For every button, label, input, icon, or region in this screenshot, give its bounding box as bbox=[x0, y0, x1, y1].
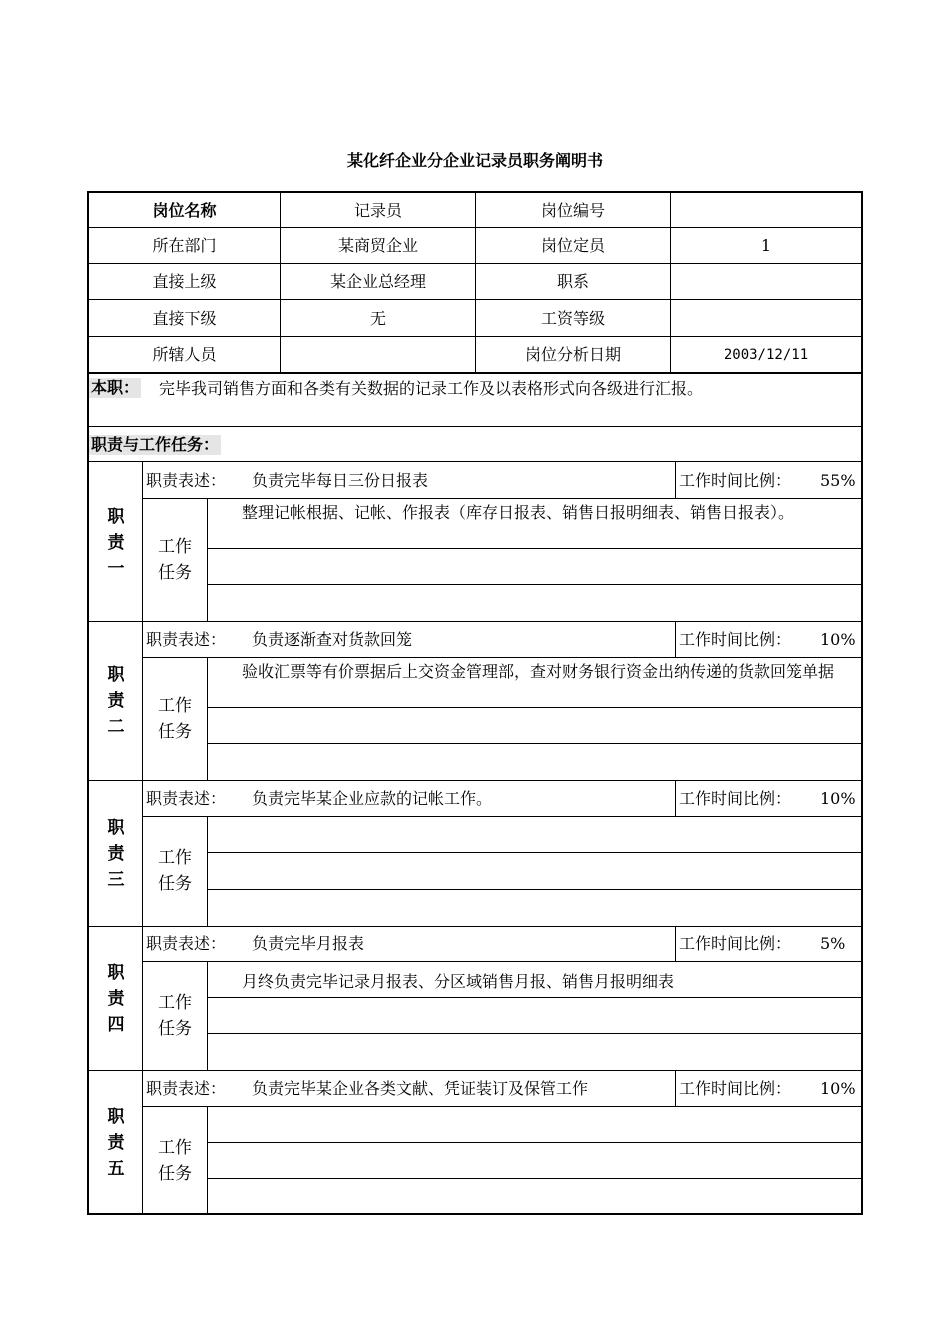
duty-1-ratio-label: 工作时间比例： bbox=[679, 471, 792, 490]
duty-4-ratio: 5% bbox=[820, 934, 846, 953]
duty-3-label: 职 责 三 bbox=[107, 818, 125, 890]
summary-text: 完毕我司销售方面和各类有关数据的记录工作及以表格形式向各级进行汇报。 bbox=[159, 379, 704, 398]
department-label: 所在部门 bbox=[152, 236, 217, 255]
duty-5-ratio: 10% bbox=[820, 1079, 856, 1098]
supervisor-label: 直接上级 bbox=[152, 272, 217, 291]
duty-2-description: 负责逐渐查对货款回笼 bbox=[252, 630, 413, 649]
duty-1-desc-label: 职责表述： bbox=[146, 471, 227, 490]
duty-2-desc-label: 职责表述： bbox=[146, 630, 227, 649]
supervisor-value: 某企业总经理 bbox=[329, 272, 426, 291]
duty-4-description: 负责完毕月报表 bbox=[252, 934, 365, 953]
analysis-date-label: 岗位分析日期 bbox=[524, 345, 621, 364]
job-family-label: 职系 bbox=[556, 272, 589, 291]
duty-3-desc-label: 职责表述： bbox=[146, 789, 227, 808]
duty-5-label: 职 责 五 bbox=[107, 1107, 125, 1179]
headcount-label: 岗位定员 bbox=[540, 236, 605, 255]
duty-1-description: 负责完毕每日三份日报表 bbox=[252, 471, 429, 490]
duty-3-ratio: 10% bbox=[820, 789, 856, 808]
duty-2-task-label: 工作 任务 bbox=[158, 696, 192, 742]
duty-2-label: 职 责 二 bbox=[107, 665, 125, 737]
duty-2-ratio-label: 工作时间比例： bbox=[679, 630, 792, 649]
duty-5-task-label: 工作 任务 bbox=[158, 1138, 192, 1184]
duty-1-ratio: 55% bbox=[820, 471, 856, 490]
position-name-value: 记录员 bbox=[353, 201, 402, 220]
duty-5-description: 负责完毕某企业各类文献、凭证装订及保管工作 bbox=[252, 1079, 589, 1098]
duty-1-task-label: 工作 任务 bbox=[158, 537, 192, 583]
managed-staff-label: 所辖人员 bbox=[152, 345, 217, 364]
headcount-value: 1 bbox=[760, 236, 772, 255]
salary-grade-label: 工资等级 bbox=[540, 309, 605, 328]
duty-4-desc-label: 职责表述： bbox=[146, 934, 227, 953]
duty-3-description: 负责完毕某企业应款的记帐工作。 bbox=[252, 789, 493, 808]
duty-2-ratio: 10% bbox=[820, 630, 856, 649]
duty-4-task: 月终负责完毕记录月报表、分区域销售月报、销售月报明细表 bbox=[242, 972, 675, 991]
department-value: 某商贸企业 bbox=[337, 236, 418, 255]
position-name-label: 岗位名称 bbox=[152, 201, 217, 220]
duty-5-ratio-label: 工作时间比例： bbox=[679, 1079, 792, 1098]
analysis-date-value: 2003/12/11 bbox=[723, 347, 809, 363]
duty-5-desc-label: 职责表述： bbox=[146, 1079, 227, 1098]
duties-header: 职责与工作任务： bbox=[91, 435, 220, 454]
duty-1-task: 整理记帐根据、记帐、作报表（库存日报表、销售日报明细表、销售日报表）。 bbox=[242, 503, 795, 522]
summary-label: 本职： bbox=[91, 378, 140, 397]
duty-4-ratio-label: 工作时间比例： bbox=[679, 934, 792, 953]
subordinate-value: 无 bbox=[369, 309, 386, 328]
duty-4-label: 职 责 四 bbox=[107, 963, 125, 1035]
duty-3-task-label: 工作 任务 bbox=[158, 848, 192, 894]
duty-3-ratio-label: 工作时间比例： bbox=[679, 789, 792, 808]
duty-4-task-label: 工作 任务 bbox=[158, 993, 192, 1039]
document-title: 某化纤企业分企业记录员职务阐明书 bbox=[346, 151, 603, 170]
duty-1-label: 职 责 一 bbox=[107, 507, 125, 579]
duty-2-task: 验收汇票等有价票据后上交资金管理部，查对财务银行资金出纳传递的货款回笼单据 bbox=[242, 662, 835, 681]
subordinate-label: 直接下级 bbox=[152, 309, 217, 328]
position-code-label: 岗位编号 bbox=[540, 201, 605, 220]
